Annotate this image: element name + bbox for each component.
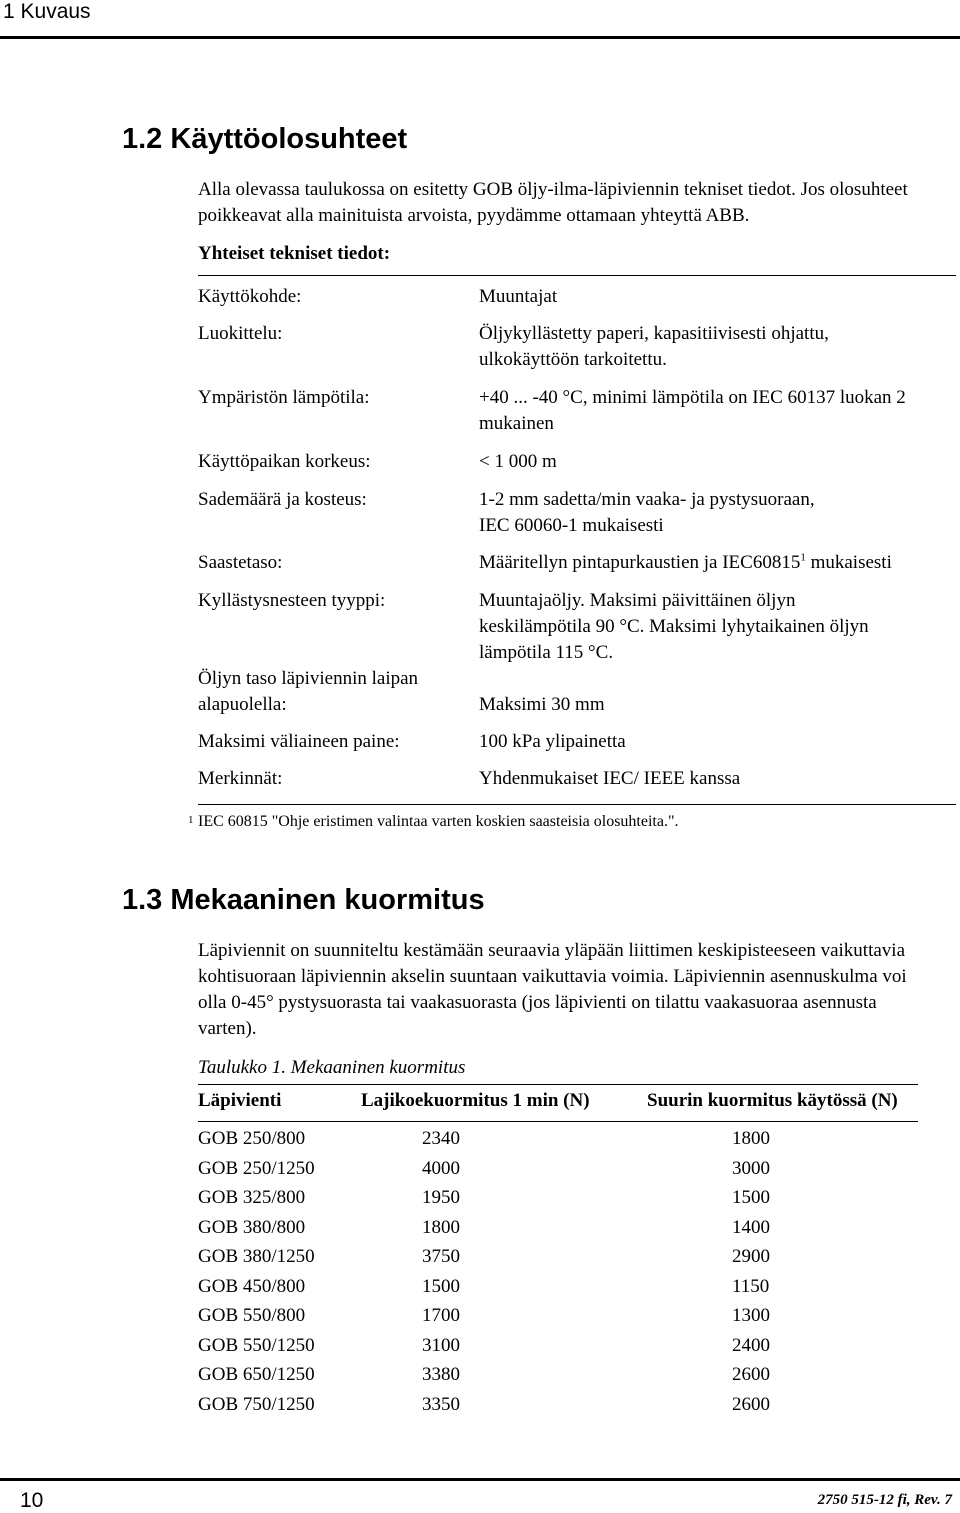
spec-label-korkeus: Käyttöpaikan korkeus: (198, 451, 371, 472)
spec-value-ymparisto-line2: mukainen (479, 413, 554, 434)
spec-value-oljyn-taso: Maksimi 30 mm (479, 694, 605, 715)
spec-label-paine: Maksimi väliaineen paine: (198, 731, 400, 752)
table-cell-bushing: GOB 250/1250 (198, 1158, 315, 1179)
table-cell-max-load: 3000 (732, 1158, 770, 1179)
table-cell-test-load: 2340 (422, 1128, 460, 1149)
table-cell-bushing: GOB 380/1250 (198, 1246, 315, 1267)
spec-label-oljyn-taso-line2: alapuolella: (198, 694, 287, 715)
table-row (198, 1128, 918, 1157)
table-row (198, 1276, 918, 1305)
table-cell-test-load: 1800 (422, 1217, 460, 1238)
spec-value-saastetaso-main: Määritellyn pintapurkaustien ja IEC60815 (479, 552, 801, 573)
table-cell-bushing: GOB 750/1250 (198, 1394, 315, 1415)
spec-value-kayttokohde: Muuntajat (479, 286, 558, 307)
table-row (198, 1246, 918, 1275)
table-row (198, 1364, 918, 1393)
table-cell-bushing: GOB 250/800 (198, 1128, 306, 1149)
table-header-rule-top (198, 1084, 918, 1085)
table-row (198, 1305, 918, 1334)
spec-value-paine: 100 kPa ylipainetta (479, 731, 626, 752)
table-cell-test-load: 4000 (422, 1158, 460, 1179)
spec-value-sademaara-line2: IEC 60060-1 mukaisesti (479, 515, 664, 536)
table-cell-max-load: 2900 (732, 1246, 770, 1267)
table-cell-bushing: GOB 550/800 (198, 1305, 306, 1326)
table-cell-test-load: 1950 (422, 1187, 460, 1208)
table-cell-max-load: 1150 (732, 1276, 770, 1297)
table-cell-test-load: 3380 (422, 1364, 460, 1385)
table-cell-bushing: GOB 325/800 (198, 1187, 306, 1208)
spec-value-saastetaso (479, 550, 892, 576)
spec-table-title: Yhteiset tekniset tiedot: (198, 243, 391, 264)
spec-label-luokittelu: Luokittelu: (198, 323, 283, 344)
spec-value-korkeus: < 1 000 m (479, 451, 557, 472)
table-cell-max-load: 1400 (732, 1217, 770, 1238)
spec-label-saastetaso: Saastetaso: (198, 552, 283, 573)
table-cell-max-load: 1300 (732, 1305, 770, 1326)
table-cell-test-load: 3350 (422, 1394, 460, 1415)
footer-rule (0, 1478, 960, 1481)
table-cell-max-load: 1800 (732, 1128, 770, 1149)
spec-value-kyllastysneste-line1: Muuntajaöljy. Maksimi päivittäinen öljyn (479, 590, 796, 611)
spec-label-oljyn-taso-line1: Öljyn taso läpiviennin laipan (198, 668, 419, 689)
footnote-reference: 1 (800, 551, 806, 564)
spec-label-sademaara: Sademäärä ja kosteus: (198, 489, 367, 510)
table-cell-max-load: 2600 (732, 1394, 770, 1415)
table-cell-test-load: 1700 (422, 1305, 460, 1326)
table-header-rule-bottom (198, 1121, 918, 1122)
table-cell-test-load: 3750 (422, 1246, 460, 1267)
table-cell-bushing: GOB 450/800 (198, 1276, 306, 1297)
table-header-lapivienti: Läpivienti (198, 1090, 282, 1111)
table-caption: Taulukko 1. Mekaaninen kuormitus (198, 1057, 466, 1078)
document-id: 2750 515-12 fi, Rev. 7 (817, 1492, 952, 1508)
spec-value-ymparisto-line1: +40 ... -40 °C, minimi lämpötila on IEC 60137 luokan 2 (479, 387, 906, 408)
spec-value-luokittelu-line1: Öljykyllästetty paperi, kapasitiivisesti ohjattu, (479, 323, 829, 344)
table-row (198, 1335, 918, 1364)
table-cell-max-load: 2600 (732, 1364, 770, 1385)
spec-value-sademaara-line1: 1-2 mm sadetta/min vaaka- ja pystysuoraan, (479, 489, 815, 510)
table-cell-bushing: GOB 650/1250 (198, 1364, 315, 1385)
spec-label-kayttokohde: Käyttökohde: (198, 286, 302, 307)
page-number: 10 (20, 1489, 44, 1512)
table-row (198, 1217, 918, 1246)
header-rule (0, 36, 960, 39)
section-1-3-intro: Läpiviennit on suunniteltu kestämään seuraavia yläpään liittimen keskipisteeseen vaikuttavia kohtisuoraan läpiviennin akselin suuntaan vaikuttavia voimia. Läpiviennin asennuskulma voi olla 0-45° pystysuorasta tai vaakasuorasta (jos läpivienti on tilattu vaakasuoraa asennusta varten). (198, 940, 907, 1039)
running-header: 1 Kuvaus (3, 0, 91, 23)
spec-value-saastetaso-end: mukaisesti (805, 552, 892, 573)
spec-value-merkinnat: Yhdenmukaiset IEC/ IEEE kanssa (479, 768, 741, 789)
spec-value-luokittelu-line2: ulkokäyttöön tarkoitettu. (479, 349, 667, 370)
table-header-suurin-kuormitus: Suurin kuormitus käytössä (N) (647, 1090, 898, 1111)
table-row (198, 1158, 918, 1187)
spec-label-ymparisto: Ympäristön lämpötila: (198, 387, 370, 408)
section-1-2-intro: Alla olevassa taulukossa on esitetty GOB öljy-ilma-läpiviennin tekniset tiedot. Jos olosuhteet poikkeavat alla mainituista arvoista, pyydämme ottamaan yhteyttä ABB. (198, 179, 908, 226)
section-heading-1-2: 1.2 Käyttöolosuhteet (122, 123, 408, 155)
spec-table-bottom-rule (198, 804, 956, 805)
spec-table-rule (198, 275, 956, 276)
spec-value-kyllastysneste-line2: keskilämpötila 90 °C. Maksimi lyhytaikainen öljyn (479, 616, 869, 637)
table-cell-max-load: 2400 (732, 1335, 770, 1356)
table-cell-bushing: GOB 550/1250 (198, 1335, 315, 1356)
table-header-lajikoekuormitus: Lajikoekuormitus 1 min (N) (361, 1090, 590, 1111)
table-row (198, 1187, 918, 1216)
footnote-mark: 1 (188, 814, 194, 826)
table-row (198, 1394, 918, 1423)
table-cell-bushing: GOB 380/800 (198, 1217, 306, 1238)
footnote-text: IEC 60815 "Ohje eristimen valintaa varten koskien saasteisia olosuhteita.". (198, 813, 679, 830)
spec-label-kyllastysneste: Kyllästysnesteen tyyppi: (198, 590, 386, 611)
table-cell-max-load: 1500 (732, 1187, 770, 1208)
spec-value-kyllastysneste-line3: lämpötila 115 °C. (479, 642, 614, 663)
table-cell-test-load: 1500 (422, 1276, 460, 1297)
section-heading-1-3: 1.3 Mekaaninen kuormitus (122, 884, 485, 916)
spec-label-merkinnat: Merkinnät: (198, 768, 283, 789)
table-cell-test-load: 3100 (422, 1335, 460, 1356)
footnote (188, 811, 679, 833)
